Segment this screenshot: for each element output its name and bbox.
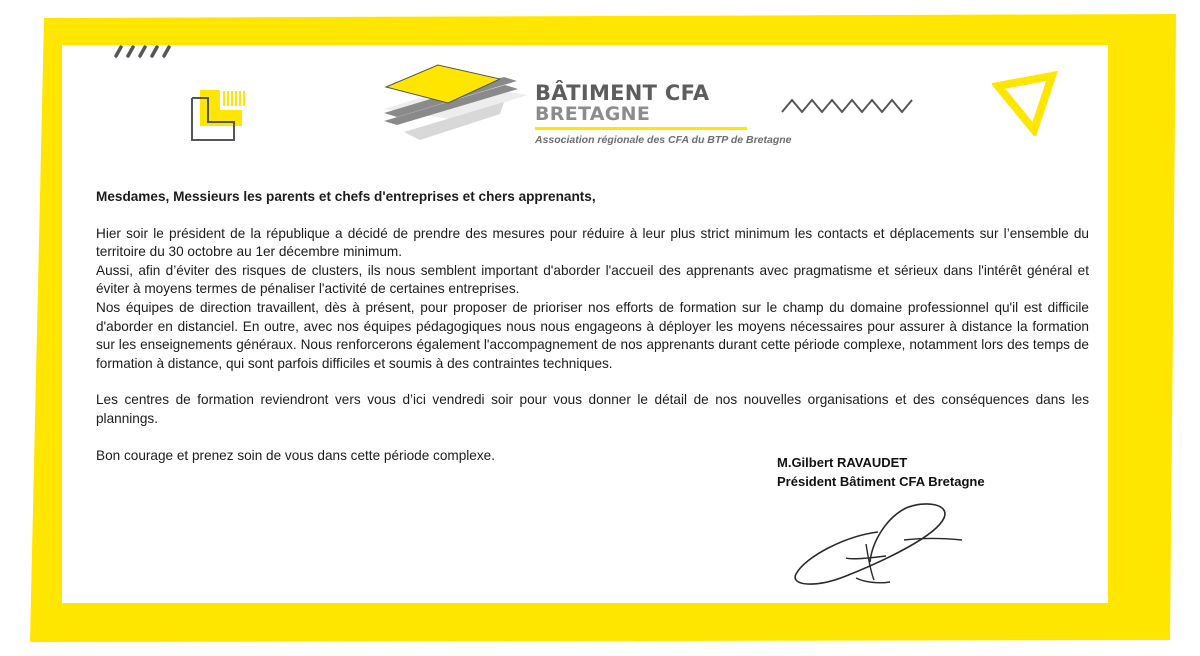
- letter-closing: Bon courage et prenez soin de vous dans cette période complexe.: [96, 447, 496, 463]
- letter-paragraph: Les centres de formation reviendront vers vous d’ici vendredi soir pour vous donner le détail de nos nouvelles organisations et des conséquences dans les plannings.: [96, 392, 1089, 426]
- letter-paragraph: Aussi, afin d’éviter des risques de clusters, ils nous semblent important d'aborder l'accueil des apprenants avec pragmatisme et sérieux dans l'intérêt général et éviter à moyens termes de pénaliser l'activité de certaines entreprises.: [96, 262, 1089, 297]
- signatory-title: Président Bâtiment CFA Bretagne: [777, 473, 985, 489]
- zigzag-icon: [780, 96, 914, 116]
- dash-marks-icon: [112, 42, 174, 60]
- logo-underline: [535, 127, 747, 130]
- signatory-name: M.Gilbert RAVAUDET: [777, 455, 908, 470]
- letter-paragraph: Hier soir le président de la république a décidé de prendre des mesures pour réduire à leur plus strict minimum les contacts et déplacements sur l’ensemble du territoire du 30 octobre au 1er décembre minimum.: [96, 225, 1089, 260]
- logo-subtitle: BRETAGNE: [535, 103, 651, 125]
- building-blocks-icon: [190, 88, 250, 142]
- triangle-icon: [992, 70, 1058, 136]
- letter-body: [96, 188, 1089, 465]
- letter-salutation: Mesdames, Messieurs les parents et chefs d'entreprises et chers apprenants,: [96, 189, 596, 204]
- letter-paragraph: Nos équipes de direction travaillent, dès à présent, pour proposer de prioriser nos efforts de formation sur le champ du domaine professionnel qu'il est difficile d'aborder en distanciel. En outre, avec nos équipes pédagogiques nous nous engageons à déployer les moyens nécessaires pour assurer à distance la formation sur les enseignements généraux. Nous renforcerons également l'accompagnement de nos apprenants durant cette période complexe, notamment lors des temps de formation à distance, qui sont parfois difficiles et soumis à des contraintes techniques.: [96, 299, 1089, 371]
- logo-title: BÂTIMENT CFA: [535, 81, 710, 105]
- logo-tagline: Association régionale des CFA du BTP de Bretagne: [535, 134, 792, 146]
- signature-block: [777, 454, 985, 491]
- logo-mark: [380, 62, 530, 144]
- handwritten-signature: [786, 496, 966, 592]
- brand-logo-text: [535, 82, 792, 146]
